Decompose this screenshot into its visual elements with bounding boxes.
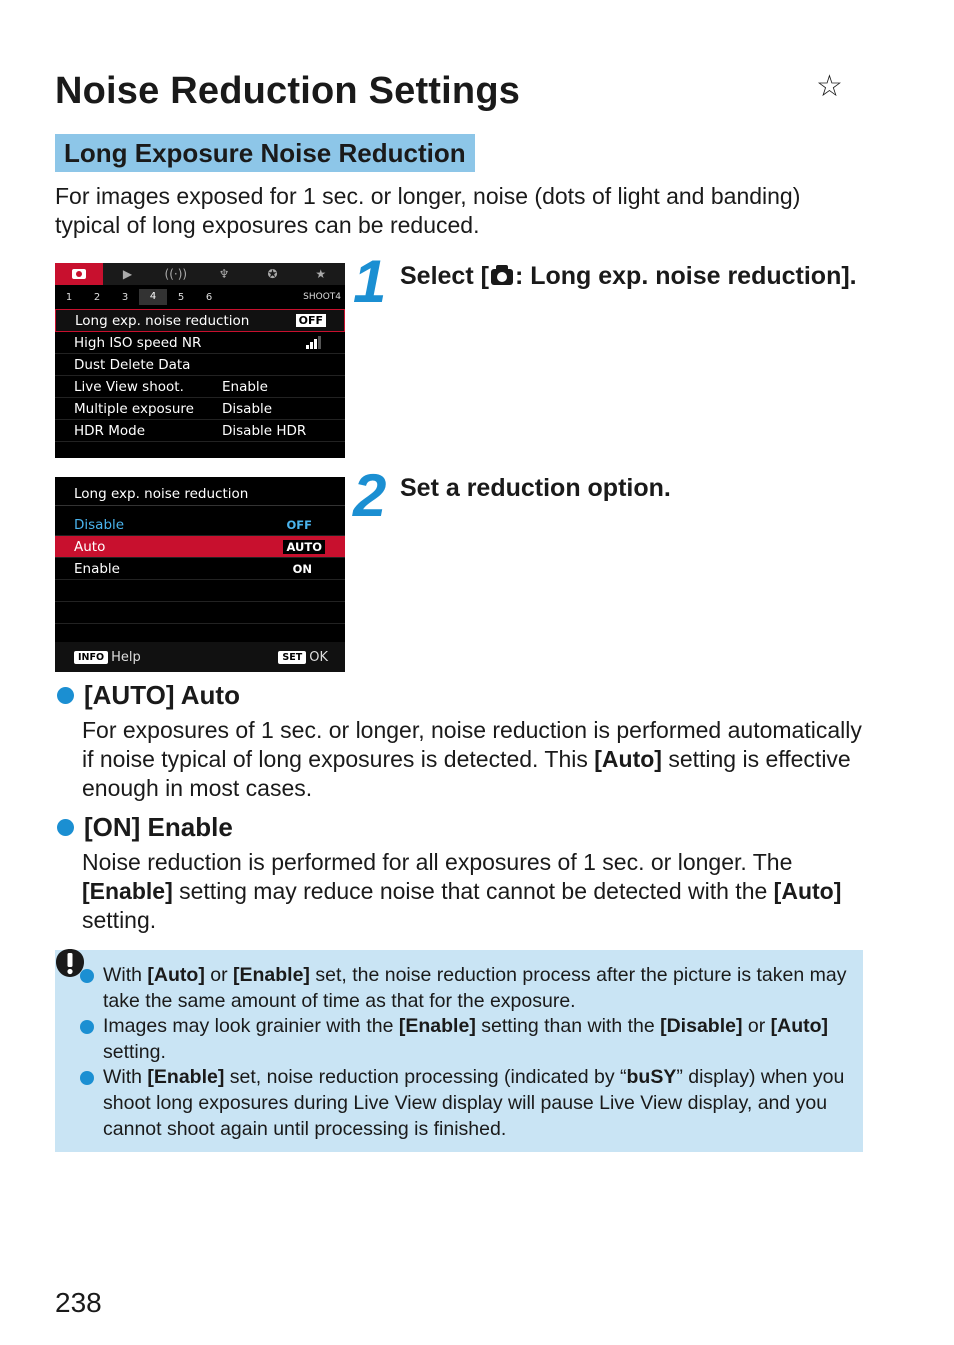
subtab-2[interactable]: 2	[93, 291, 101, 303]
text-run: With	[103, 964, 148, 986]
menu-row-label: Live View shoot.	[74, 378, 184, 395]
caution-item-1	[103, 962, 848, 1014]
text-run: setting may reduce noise that cannot be detected with the	[172, 878, 774, 904]
option-code: AUTO	[283, 540, 325, 554]
bold-run: [Enable]	[147, 1066, 225, 1088]
text-run: For exposures of 1 sec. or longer, noise reduction is performed automatically if noise typical of long exposures is detected. This	[82, 717, 862, 772]
menu-tabs	[55, 263, 345, 285]
menu-row-dust-delete[interactable]	[55, 354, 345, 376]
text-run: or	[742, 1015, 771, 1037]
text-run: set, the noise reduction process after the picture is taken may take the same amount of time as that for the exposure.	[103, 964, 847, 1012]
menu-row-label: Long exp. noise reduction	[75, 312, 250, 329]
camera-option-screen	[55, 477, 345, 672]
page-number: 238	[55, 1287, 102, 1318]
step-number-2: 2	[353, 462, 385, 529]
camera-icon	[491, 269, 513, 285]
custom-tab-icon[interactable]: ✪	[267, 267, 278, 281]
bold-run: [Auto]	[147, 964, 205, 986]
menu-row-value: Disable HDR	[222, 422, 307, 439]
option-label: Enable	[74, 560, 120, 577]
bullet-body-enable	[82, 848, 872, 935]
page-title: Noise Reduction Settings	[55, 70, 521, 112]
bullet-heading-enable	[57, 812, 233, 843]
option-empty-row	[55, 602, 345, 624]
option-code: ON	[292, 561, 312, 576]
bullet-dot-icon	[57, 687, 74, 704]
text-run: With	[103, 1066, 148, 1088]
playback-tab-icon[interactable]: ▶	[122, 267, 133, 281]
step-1-instruction	[400, 260, 860, 292]
menu-row-high-iso-nr[interactable]	[55, 332, 345, 354]
bold-run: [Enable]	[233, 964, 310, 986]
menu-row-long-exp-nr[interactable]	[55, 309, 345, 332]
option-code: OFF	[286, 517, 312, 532]
bullet-dot-icon	[57, 819, 74, 836]
option-empty-row	[55, 580, 345, 602]
option-disable[interactable]	[55, 514, 345, 536]
subtab-4[interactable]: 4	[139, 289, 167, 305]
subtab-5[interactable]: 5	[177, 291, 185, 303]
subtab-1[interactable]: 1	[65, 291, 73, 303]
option-label: Disable	[74, 516, 125, 533]
subtab-3[interactable]: 3	[121, 291, 129, 303]
mymenu-tab-icon[interactable]: ★	[315, 267, 327, 281]
caution-item-2	[103, 1013, 848, 1065]
option-auto[interactable]	[55, 536, 345, 558]
option-screen-footer	[55, 642, 345, 672]
ok-button[interactable]	[278, 650, 328, 665]
ok-label: OK	[309, 650, 328, 665]
section-heading: Long Exposure Noise Reduction	[55, 134, 475, 172]
step-1-text-before: Select [	[400, 262, 489, 290]
subtab-6[interactable]: 6	[205, 291, 213, 303]
text-run: ” display) when you shoot long exposures during Live View display will pause Live View display, and you cannot shoot again until processing is finished.	[103, 1066, 845, 1140]
text-run: Noise reduction is performed for all exposures of 1 sec. or longer. The	[82, 849, 793, 875]
bold-run: [Auto]	[773, 878, 842, 904]
menu-row-value: Disable	[222, 400, 273, 417]
caution-icon	[55, 948, 85, 978]
menu-row-badge: OFF	[296, 314, 326, 327]
option-label: Auto	[74, 538, 106, 555]
shoot-tab-icon[interactable]	[55, 263, 103, 285]
bold-run: buSY	[626, 1066, 677, 1088]
wireless-tab-icon[interactable]: ((·))	[164, 267, 188, 281]
menu-row-live-view[interactable]	[55, 376, 345, 398]
menu-row-value: Enable	[222, 378, 268, 395]
menu-row-hdr-mode[interactable]	[55, 420, 345, 442]
bold-run: [Auto]	[594, 746, 662, 772]
help-label: Help	[111, 650, 141, 665]
subtab-label: SHOOT4	[303, 292, 341, 302]
bullet-dot-icon	[80, 1020, 94, 1034]
bold-run: [Disable]	[660, 1015, 743, 1037]
nr-level-icon	[306, 336, 321, 349]
step-1-text-after: : Long exp. noise reduction].	[514, 262, 857, 290]
text-run: setting.	[103, 1041, 166, 1063]
setup-tab-icon[interactable]: ♆	[218, 267, 230, 281]
bold-run: [Enable]	[82, 878, 173, 904]
bullet-body-auto	[82, 716, 872, 803]
help-button[interactable]	[74, 650, 141, 665]
caution-item-3	[103, 1064, 848, 1142]
camera-menu-screen	[55, 263, 345, 458]
bullet-heading-auto	[57, 680, 240, 711]
step-2-instruction: Set a reduction option.	[400, 474, 671, 502]
info-key: INFO	[74, 651, 108, 664]
step-number-1: 1	[353, 248, 385, 315]
option-enable[interactable]	[55, 558, 345, 580]
star-icon: ☆	[816, 70, 843, 103]
text-run: or	[204, 964, 233, 986]
menu-row-label: Multiple exposure	[74, 400, 194, 417]
menu-row-label: Dust Delete Data	[74, 356, 191, 373]
bullet-dot-icon	[80, 1071, 94, 1085]
menu-row-label: High ISO speed NR	[74, 334, 202, 351]
text-run: set, noise reduction processing (indicated by “	[224, 1066, 627, 1088]
menu-subtabs	[55, 285, 345, 309]
option-screen-heading: Long exp. noise reduction	[55, 477, 345, 506]
text-run: Images may look grainier with the	[103, 1015, 399, 1037]
bullet-heading-text: [AUTO] Auto	[84, 680, 240, 710]
text-run: setting is effective enough in most cases.	[82, 746, 851, 801]
bold-run: [Enable]	[398, 1015, 476, 1037]
menu-row-multiple-exposure[interactable]	[55, 398, 345, 420]
bold-run: [Auto]	[770, 1015, 829, 1037]
set-key: SET	[278, 651, 306, 664]
text-run: setting than with the	[475, 1015, 661, 1037]
bullet-heading-text: [ON] Enable	[84, 812, 233, 842]
caution-box	[55, 950, 863, 1152]
text-run: setting.	[82, 907, 157, 933]
menu-row-label: HDR Mode	[74, 422, 146, 439]
intro-paragraph: For images exposed for 1 sec. or longer, noise (dots of light and banding) typical of long exposures can be reduced.	[55, 183, 801, 238]
